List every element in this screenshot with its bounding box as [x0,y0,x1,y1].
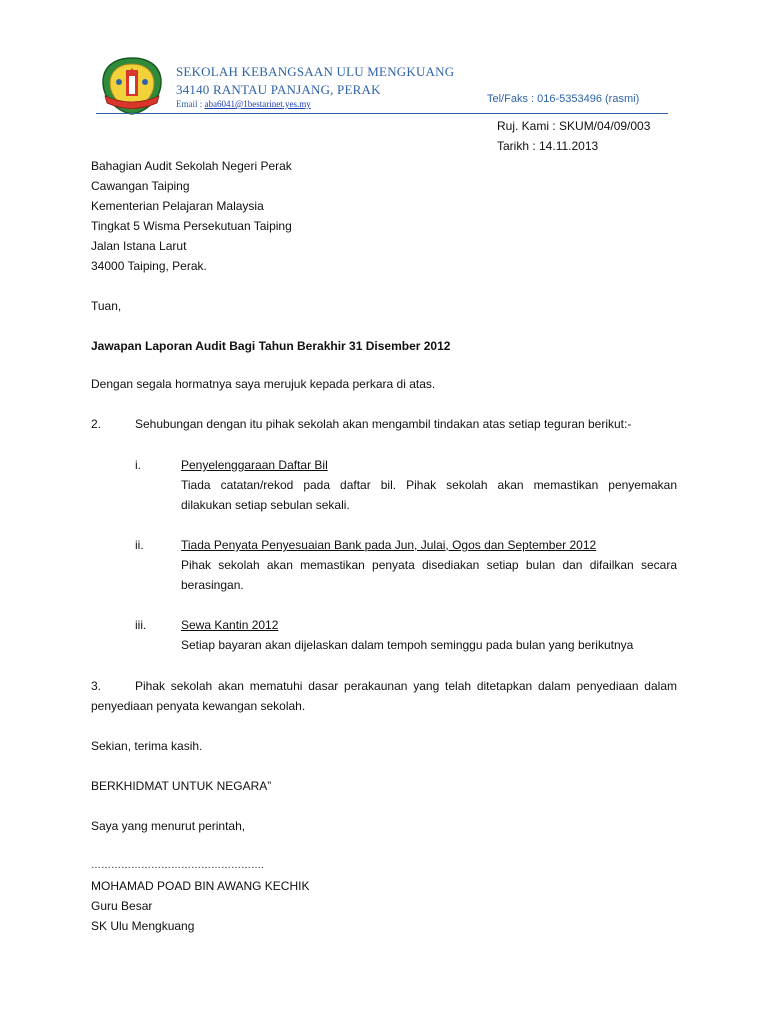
signatory-school: SK Ulu Mengkuang [91,919,195,933]
letterhead-tel: Tel/Faks : 016-5353496 (rasmi) [487,93,640,105]
item-body: Pihak sekolah akan memastikan penyata disediakan setiap bulan dan difailkan secara [181,558,677,572]
item-title: Penyelenggaraan Daftar Bil [181,458,328,472]
recipient-line: Jalan Istana Larut [91,239,187,253]
opening-paragraph: Dengan segala hormatnya saya merujuk kepada perkara di atas. [91,377,436,391]
reference-date: Tarikh : 14.11.2013 [497,139,599,153]
recipient-line: Cawangan Taiping [91,179,190,193]
item-number: i. [135,458,141,472]
recipient-line: 34000 Taiping, Perak. [91,259,207,273]
sign-off: Saya yang menurut perintah, [91,819,246,833]
item-number: iii. [135,618,147,632]
email-label: Email : [176,99,203,109]
para3-text: Pihak sekolah akan mematuhi dasar perakaunan yang telah ditetapkan dalam penyediaan dalam [135,679,677,693]
para-number: 2. [91,417,102,431]
closing: Sekian, terima kasih. [91,739,203,753]
item-body: Setiap bayaran akan dijelaskan dalam tempoh seminggu pada bulan yang berikutnya [181,638,634,652]
salutation: Tuan, [91,299,122,313]
item-body: Tiada catatan/rekod pada daftar bil. Pihak sekolah akan memastikan penyemakan [181,478,677,492]
recipient-line: Kementerian Pelajaran Malaysia [91,199,264,213]
signatory-title: Guru Besar [91,899,153,913]
recipient-line: Tingkat 5 Wisma Persekutuan Taiping [91,219,292,233]
letterhead-address: 34140 RANTAU PANJANG, PERAK [176,82,381,97]
para3-text: penyediaan penyata kewangan sekolah. [91,699,306,713]
signatory-name: MOHAMAD POAD BIN AWANG KECHIK [91,879,310,893]
item-body: berasingan. [181,578,244,592]
reference-number: Ruj. Kami : SKUM/04/09/003 [497,119,651,133]
letterhead-school-name: SEKOLAH KEBANGSAAN ULU MENGKUANG [176,64,455,79]
para-number: 3. [91,679,102,693]
motto: BERKHIDMAT UNTUK NEGARA” [91,779,272,793]
email-link[interactable]: aba6041@1bestarinet.yes.my [204,99,311,109]
item-title: Sewa Kantin 2012 [181,618,279,632]
item-title: Tiada Penyata Penyesuaian Bank pada Jun, Julai, Ogos dan September 2012 [181,538,597,552]
signature-line: ……………………………………………. [91,860,264,871]
item-body: dilakukan setiap sebulan sekali. [181,498,350,512]
letterhead-email-line [176,99,311,109]
para2-text: Sehubungan dengan itu pihak sekolah akan mengambil tindakan atas setiap teguran berikut:- [135,417,632,431]
school-crest-icon [99,56,165,116]
subject-line: Jawapan Laporan Audit Bagi Tahun Berakhir 31 Disember 2012 [91,339,451,353]
recipient-line: Bahagian Audit Sekolah Negeri Perak [91,159,292,173]
item-number: ii. [135,538,144,552]
letterhead-divider [96,113,668,114]
